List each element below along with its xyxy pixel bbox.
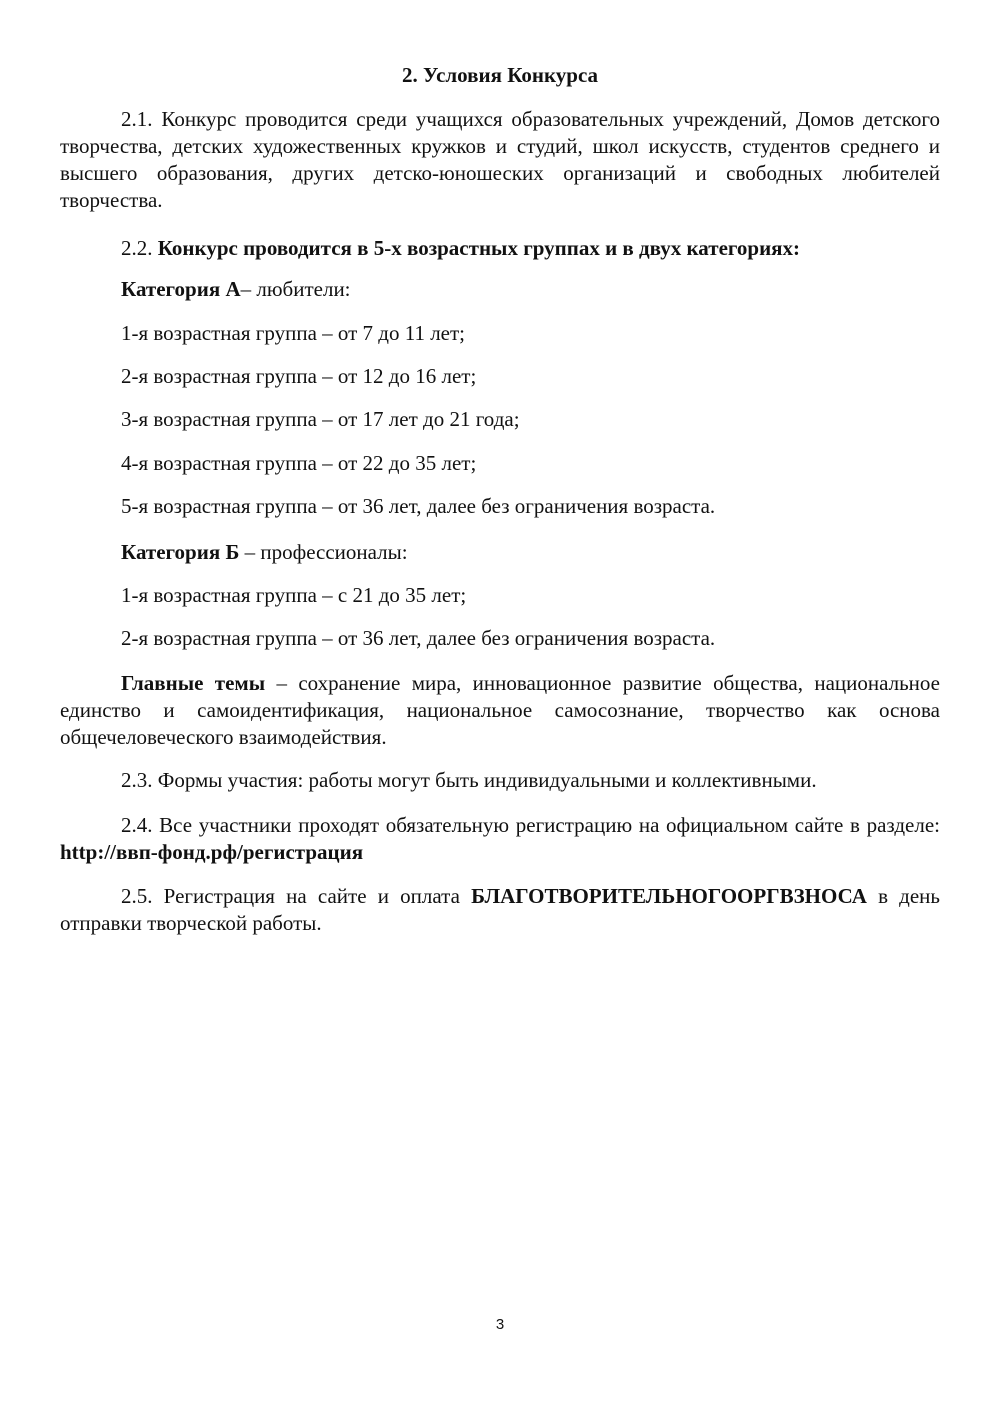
section-heading: 2. Условия Конкурса — [401, 63, 599, 87]
category-a-group-4: 4-я возрастная группа – от 22 до 35 лет; — [121, 451, 477, 475]
paragraph-2-3: 2.3. Формы участия: работы могут быть индивидуальными и коллективными. — [121, 768, 817, 792]
paragraph-2-2-prefix: 2.2. — [121, 236, 158, 260]
category-a-line — [121, 276, 940, 303]
paragraph-2-5-text-after: в день отправки творческой работы. — [60, 884, 940, 935]
themes-label: Главные темы — [121, 671, 266, 695]
category-a-label: Категория А — [121, 277, 241, 301]
category-a-text: – любители: — [240, 277, 351, 301]
category-a-group-1: 1-я возрастная группа – от 7 до 11 лет; — [121, 321, 466, 345]
category-b-label: Категория Б — [121, 540, 240, 564]
category-a-group-2: 2-я возрастная группа – от 12 до 16 лет; — [121, 364, 477, 388]
paragraph-2-5 — [60, 883, 940, 937]
paragraph-2-5-text-before: 2.5. Регистрация на сайте и оплата — [121, 884, 472, 908]
paragraph-2-4 — [60, 812, 940, 866]
category-b-group-2: 2-я возрастная группа – от 36 лет, далее без ограничения возраста. — [121, 626, 716, 650]
category-b-group-1: 1-я возрастная группа – с 21 до 35 лет; — [121, 583, 467, 607]
category-a-group-3: 3-я возрастная группа – от 17 лет до 21 года; — [121, 407, 520, 431]
paragraph-2-2 — [60, 235, 940, 262]
category-a-group-5: 5-я возрастная группа – от 36 лет, далее без ограничения возраста. — [121, 494, 716, 518]
themes-text: – сохранение мира, инновационное развитие общества, национальное единство и самоидентификация, национальное самосознание, творчество как основа общечеловеческого взаимодействия. — [60, 671, 940, 749]
page-number: 3 — [495, 1316, 505, 1333]
paragraph-2-5-bold: БЛАГОТВОРИТЕЛЬНОГООРГВЗНОСА — [471, 884, 867, 908]
paragraph-2-1: 2.1. Конкурс проводится среди учащихся образовательных учреждений, Домов детского творчества, детских художественных кружков и студий, школ искусств, студентов среднего и высшего образования, других детско-юношеских организаций и свободных любителей творчества. — [60, 107, 940, 212]
themes-paragraph — [60, 670, 940, 751]
category-b-text: – профессионалы: — [239, 540, 408, 564]
paragraph-2-2-bold: Конкурс проводится в 5-х возрастных группах и в двух категориях: — [157, 236, 801, 260]
registration-link[interactable]: http://ввп-фонд.рф/регистрация — [60, 840, 364, 864]
category-b-line — [121, 539, 940, 566]
paragraph-2-4-text: 2.4. Все участники проходят обязательную регистрацию на официальном сайте в разделе: — [121, 813, 940, 837]
